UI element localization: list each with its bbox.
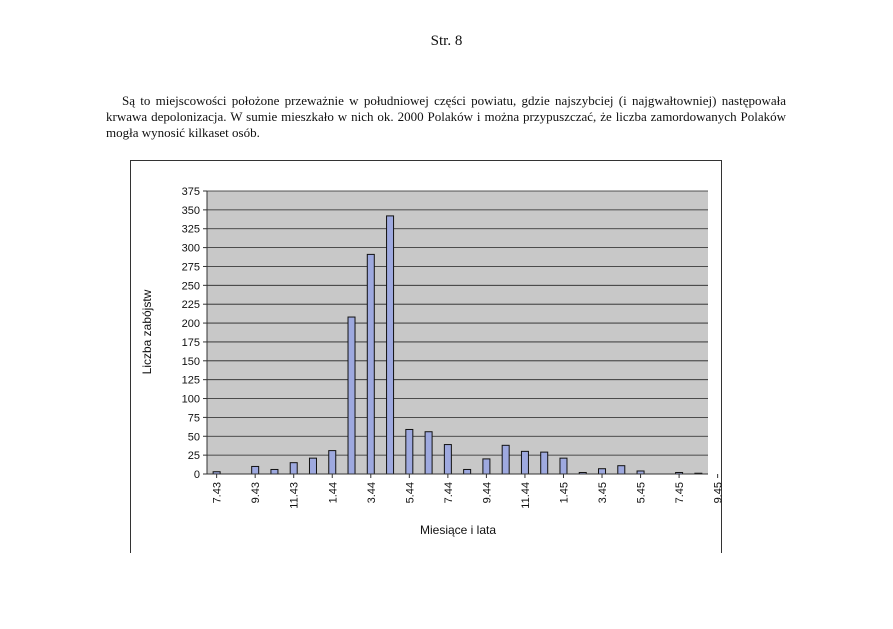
chart-frame <box>130 160 725 553</box>
x-tick-label: 9.44 <box>481 482 494 504</box>
bar <box>521 451 528 474</box>
x-tick-label: 5.45 <box>635 482 648 504</box>
y-tick-label: 175 <box>181 336 200 349</box>
bar <box>425 432 432 474</box>
y-tick-label: 0 <box>193 469 200 481</box>
x-tick-label: 9.45 <box>712 482 725 504</box>
x-tick-label: 7.44 <box>442 482 455 504</box>
bar <box>618 466 625 474</box>
y-tick-label: 50 <box>187 431 200 444</box>
y-tick-label: 200 <box>181 318 200 331</box>
y-tick-label: 125 <box>181 374 200 387</box>
bar <box>502 445 509 474</box>
x-tick-label: 11.44 <box>519 482 532 509</box>
bar <box>348 317 355 474</box>
bar <box>271 469 278 474</box>
bar <box>290 463 297 474</box>
bar <box>329 451 336 474</box>
plot-area <box>207 191 708 474</box>
x-tick-label: 11.43 <box>288 482 301 509</box>
bar <box>464 469 471 474</box>
x-tick-label: 9.43 <box>250 482 263 504</box>
x-tick-label: 7.43 <box>211 482 224 504</box>
bar <box>367 254 374 474</box>
y-tick-label: 75 <box>187 412 200 425</box>
bar <box>599 469 606 474</box>
y-tick-labels <box>182 186 207 481</box>
y-tick-label: 250 <box>181 280 200 293</box>
y-tick-label: 375 <box>181 186 200 198</box>
bar <box>560 458 567 474</box>
y-tick-label: 350 <box>181 204 200 217</box>
y-tick-label: 150 <box>181 355 200 368</box>
bar <box>406 429 413 474</box>
page-header: Str. 8 <box>430 33 463 49</box>
x-axis-label: Miesiące i lata <box>419 523 497 537</box>
paragraph-text: Są to miejscowości położone przeważnie w południowej części powiatu, gdzie najszybciej (i najgwałtowniej) następowała krwawa depolonizacja. W sumie mieszkało w nich ok. 2000 Polaków i można przypuszczać, że liczba zamordowanych Polaków mogła wynosić kilkaset osób. <box>106 93 786 140</box>
y-tick-label: 100 <box>181 393 200 406</box>
bar-chart <box>131 161 725 553</box>
x-tick-label: 7.45 <box>674 482 687 504</box>
body-paragraph <box>106 93 786 141</box>
y-tick-label: 300 <box>181 242 200 255</box>
y-tick-label: 225 <box>181 299 200 312</box>
bar <box>541 452 548 474</box>
x-tick-label: 1.44 <box>327 482 340 504</box>
y-tick-label: 275 <box>181 261 200 274</box>
bar <box>444 445 451 474</box>
bar <box>309 458 316 474</box>
y-axis-label: Liczba zabójstw <box>140 289 154 375</box>
x-tick-label: 1.45 <box>558 482 571 504</box>
y-tick-label: 325 <box>181 223 200 236</box>
x-tick-labels <box>212 474 725 509</box>
y-tick-label: 25 <box>187 450 200 463</box>
bar <box>387 216 394 474</box>
bar <box>252 466 259 474</box>
x-tick-label: 3.44 <box>365 482 378 504</box>
bar <box>483 459 490 474</box>
x-tick-label: 3.45 <box>597 482 610 504</box>
x-tick-label: 5.44 <box>404 482 417 504</box>
